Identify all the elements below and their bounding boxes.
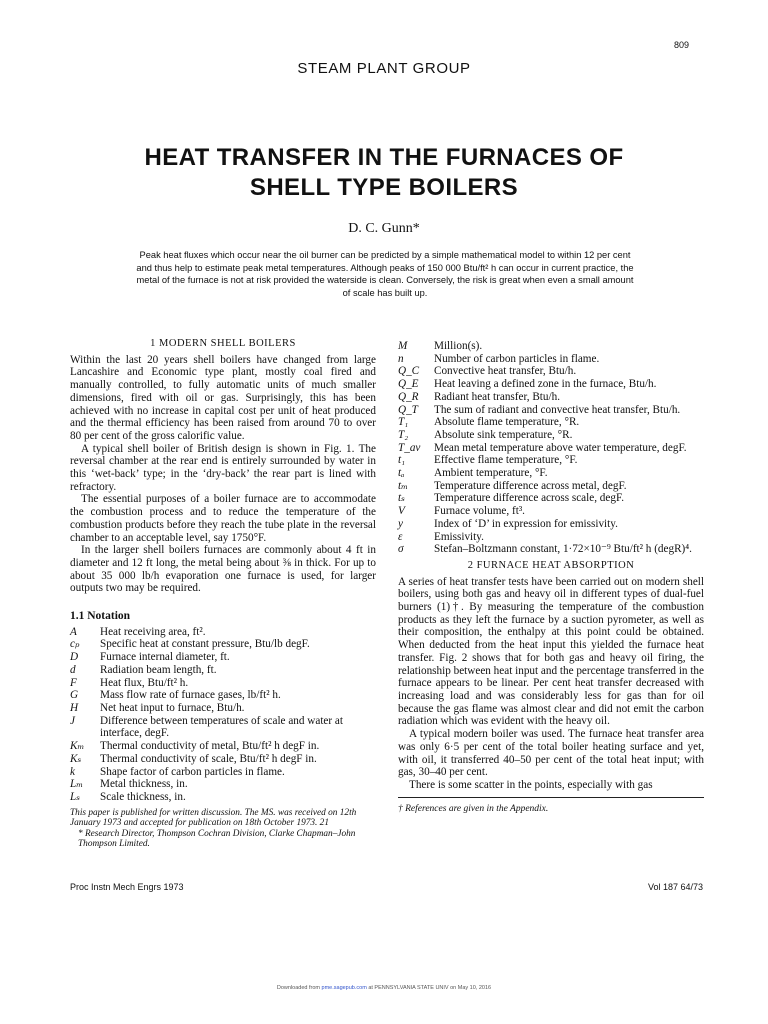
notation-symbol: A: [70, 625, 77, 638]
notation-definition: Net heat input to furnace, Btu/h.: [100, 701, 245, 714]
publication-footnote: This paper is published for written discussion. The MS. was received on 12th January 1973 and accepted for publication on 18th October 1973. 21: [70, 807, 357, 829]
notation-definition: Index of ‘D’ in expression for emissivity.: [434, 517, 618, 530]
paragraph: A series of heat transfer tests have been carried out on modern shell boilers, using both gas and heavy oil in different types of dual-fuel burners (1)†. By measuring the temperature of the combustion products as they left the furnace by a suction pyrometer, as well as their composition, the enthalpy at this point could be obtained. When deducted from the heat input this yielded the furnace heat transfer. Fig. 2 shows that for both gas and heavy oil firing, the relationship between heat input and the percentage transferred in the furnace appears to be linear. Per cent heat transfer decreased with increasing load and was considerably less for gas than for oil because the gas flame was almost clear and did not emit the carbon radiation which was evident with the heavy oil.: [398, 575, 704, 728]
references-footnote: † References are given in the Appendix.: [398, 803, 549, 814]
notation-heading: 1.1 Notation: [70, 610, 131, 623]
notation-definition: Mean metal temperature above water temperature, degF.: [434, 441, 687, 454]
notation-item: [398, 429, 704, 442]
notation-item: [70, 791, 376, 804]
download-notice: [0, 985, 768, 991]
notation-symbol: Lₛ: [70, 790, 80, 803]
section-1-heading: 1 MODERN SHELL BOILERS: [150, 338, 296, 349]
notation-item: [398, 340, 704, 353]
notation-item: [398, 442, 704, 455]
notation-definition: Metal thickness, in.: [100, 778, 188, 791]
notation-item: [70, 626, 376, 639]
notation-symbol: tₛ: [398, 492, 405, 505]
notation-definition: Heat flux, Btu/ft² h.: [100, 676, 189, 689]
notation-item: [398, 492, 704, 505]
notation-definition: The sum of radiant and convective heat transfer, Btu/h.: [434, 403, 681, 416]
notation-definition: Radiant heat transfer, Btu/h.: [434, 390, 560, 403]
notation-symbol: T₁: [398, 416, 409, 429]
notation-definition: Absolute sink temperature, °R.: [434, 428, 573, 441]
notation-symbol: Lₘ: [70, 778, 84, 791]
notation-definition: Difference between temperatures of scale and water at interface, degF.: [100, 714, 343, 740]
notation-item: [70, 753, 376, 766]
notation-definition: Temperature difference across metal, degF.: [434, 479, 627, 492]
paragraph: In the larger shell boilers furnaces are commonly about 4 ft in diameter and 12 ft long, the metal being about ⅜ in thick. For up to about 35 000 lb/h evaporation one furnace is used, for larger outputs two may be required.: [70, 544, 376, 595]
notation-item: [70, 664, 376, 677]
group-heading: STEAM PLANT GROUP: [297, 60, 471, 77]
notation-symbol: tₘ: [398, 479, 408, 492]
paragraph: A typical shell boiler of British design is shown in Fig. 1. The reversal chamber at the rear end is entirely surrounded by water in this ‘wet-back’ type; in the ‘dry-back’ the rear part is lined with refractory.: [70, 442, 376, 493]
notation-symbol: J: [70, 714, 75, 727]
notation-symbol: ε: [398, 530, 403, 543]
notation-symbol: Q_R: [398, 390, 419, 403]
notation-symbol: T_av: [398, 441, 421, 454]
notation-definition: Ambient temperature, °F.: [434, 467, 548, 480]
notation-symbol: Q_C: [398, 365, 420, 378]
notation-item: [398, 518, 704, 531]
notation-definition: Scale thickness, in.: [100, 790, 186, 803]
notation-symbol: H: [70, 701, 79, 714]
notation-list-right: [398, 340, 704, 556]
notation-symbol: G: [70, 689, 79, 702]
paragraph: Within the last 20 years shell boilers have changed from large Lancashire and Economic type plant, mostly coal fired and manually controlled, to fully automatic units of much smaller dimensions, fired with oil or gas. Surprisingly, this has been achieved with no increase in capital cost per unit of heat produced and the thermal efficiency has been raised from around 70 to over 80 per cent of the gross calorific value.: [70, 353, 376, 442]
notation-symbol: cₚ: [70, 638, 80, 651]
notation-symbol: k: [70, 765, 75, 778]
notation-definition: Million(s).: [434, 340, 483, 352]
notation-definition: Furnace volume, ft³.: [434, 505, 525, 518]
abstract: Peak heat fluxes which occur near the oil burner can be predicted by a simple mathematical model to within 12 per cent and thus help to estimate peak metal temperatures. Although peaks of 150 000 Btu/ft² h can occur in current practice, the metal of the furnace is not at risk provided the waterside is clean. Conversely, the risk is great when even a small amount of scale has built up.: [136, 250, 634, 298]
notation-item: [398, 454, 704, 467]
notation-definition: Thermal conductivity of metal, Btu/ft² h degF in.: [100, 740, 320, 753]
notation-definition: Shape factor of carbon particles in flame.: [100, 765, 285, 778]
notation-symbol: Kₛ: [70, 752, 82, 765]
notation-item: [70, 740, 376, 753]
paper-title: [0, 143, 768, 203]
notation-item: [398, 391, 704, 404]
notation-item: [398, 531, 704, 544]
notation-symbol: D: [70, 651, 79, 664]
section-2-heading: 2 FURNACE HEAT ABSORPTION: [467, 559, 635, 571]
notation-item: [70, 778, 376, 791]
notation-symbol: T₂: [398, 428, 409, 441]
notation-item: [398, 480, 704, 493]
notation-symbol: F: [70, 676, 77, 689]
page-number: 809: [673, 40, 689, 50]
footnote-rule: [398, 797, 704, 798]
download-suffix: at PENNSYLVANIA STATE UNIV on May 10, 2016: [368, 985, 492, 991]
right-column: [398, 340, 704, 815]
notation-definition: Thermal conductivity of scale, Btu/ft² h degF in.: [100, 752, 317, 765]
notation-definition: Stefan–Boltzmann constant, 1·72×10⁻⁹ Btu/ft² h (degR)⁴.: [434, 543, 692, 556]
title-line-2: SHELL TYPE BOILERS: [249, 174, 519, 201]
notation-definition: Radiation beam length, ft.: [100, 663, 217, 676]
notation-item: [70, 689, 376, 702]
notation-symbol: Q_E: [398, 378, 419, 391]
notation-definition: Specific heat at constant pressure, Btu/lb degF.: [100, 638, 310, 651]
notation-definition: Heat receiving area, ft².: [100, 625, 206, 638]
notation-item: [398, 416, 704, 429]
notation-definition: Number of carbon particles in flame.: [434, 352, 600, 365]
notation-item: [70, 651, 376, 664]
notation-symbol: t₁: [398, 454, 405, 467]
affiliation-footnote: * Research Director, Thompson Cochran Division, Clarke Chapman–John Thompson Limited.: [78, 828, 356, 850]
notation-symbol: σ: [398, 543, 404, 556]
notation-definition: Emissivity.: [434, 530, 484, 543]
notation-symbol: M: [398, 340, 408, 352]
notation-item: [398, 365, 704, 378]
download-prefix: Downloaded from: [276, 985, 320, 991]
notation-definition: Absolute flame temperature, °R.: [434, 416, 580, 429]
download-link[interactable]: pme.sagepub.com: [321, 985, 367, 991]
notation-definition: Heat leaving a defined zone in the furnace, Btu/h.: [434, 378, 657, 391]
title-line-1: HEAT TRANSFER IN THE FURNACES OF: [144, 144, 624, 171]
notation-item: [398, 467, 704, 480]
author: D. C. Gunn*: [348, 221, 420, 236]
notation-symbol: Kₘ: [70, 740, 85, 753]
notation-definition: Convective heat transfer, Btu/h.: [434, 365, 577, 378]
notation-symbol: y: [398, 517, 403, 530]
volume-footer: Vol 187 64/73: [647, 882, 703, 892]
notation-item: [398, 378, 704, 391]
notation-item: [70, 638, 376, 651]
notation-item: [70, 677, 376, 690]
paragraph: A typical modern boiler was used. The furnace heat transfer area was only 6·5 per cent of the total boiler heating surface and yet, with oil, it transferred 40–50 per cent of the total heat input; with gas, 30–40 per cent.: [398, 728, 704, 779]
notation-symbol: n: [398, 352, 404, 365]
notation-symbol: tₐ: [398, 467, 405, 480]
notation-item: [70, 715, 376, 740]
notation-item: [70, 702, 376, 715]
journal-footer: Proc Instn Mech Engrs 1973: [70, 882, 184, 892]
notation-definition: Temperature difference across scale, degF.: [434, 492, 625, 505]
notation-definition: Furnace internal diameter, ft.: [100, 651, 230, 664]
notation-item: [70, 766, 376, 779]
paragraph: The essential purposes of a boiler furnace are to accommodate the combustion process and to reduce the temperature of the combustion products before they reach the tube plate in the reversal chamber to an acceptable level, say 1750°F.: [70, 493, 376, 544]
notation-definition: Mass flow rate of furnace gases, lb/ft² h.: [100, 689, 281, 702]
notation-symbol: V: [398, 505, 405, 518]
notation-item: [398, 353, 704, 366]
notation-symbol: Q_T: [398, 403, 418, 416]
notation-item: [398, 543, 704, 556]
notation-item: [398, 404, 704, 417]
left-column: [70, 338, 376, 850]
notation-list-left: [70, 626, 376, 804]
notation-definition: Effective flame temperature, °F.: [434, 454, 578, 467]
notation-item: [398, 505, 704, 518]
notation-symbol: d: [70, 663, 76, 676]
paragraph: There is some scatter in the points, especially with gas: [409, 778, 653, 791]
